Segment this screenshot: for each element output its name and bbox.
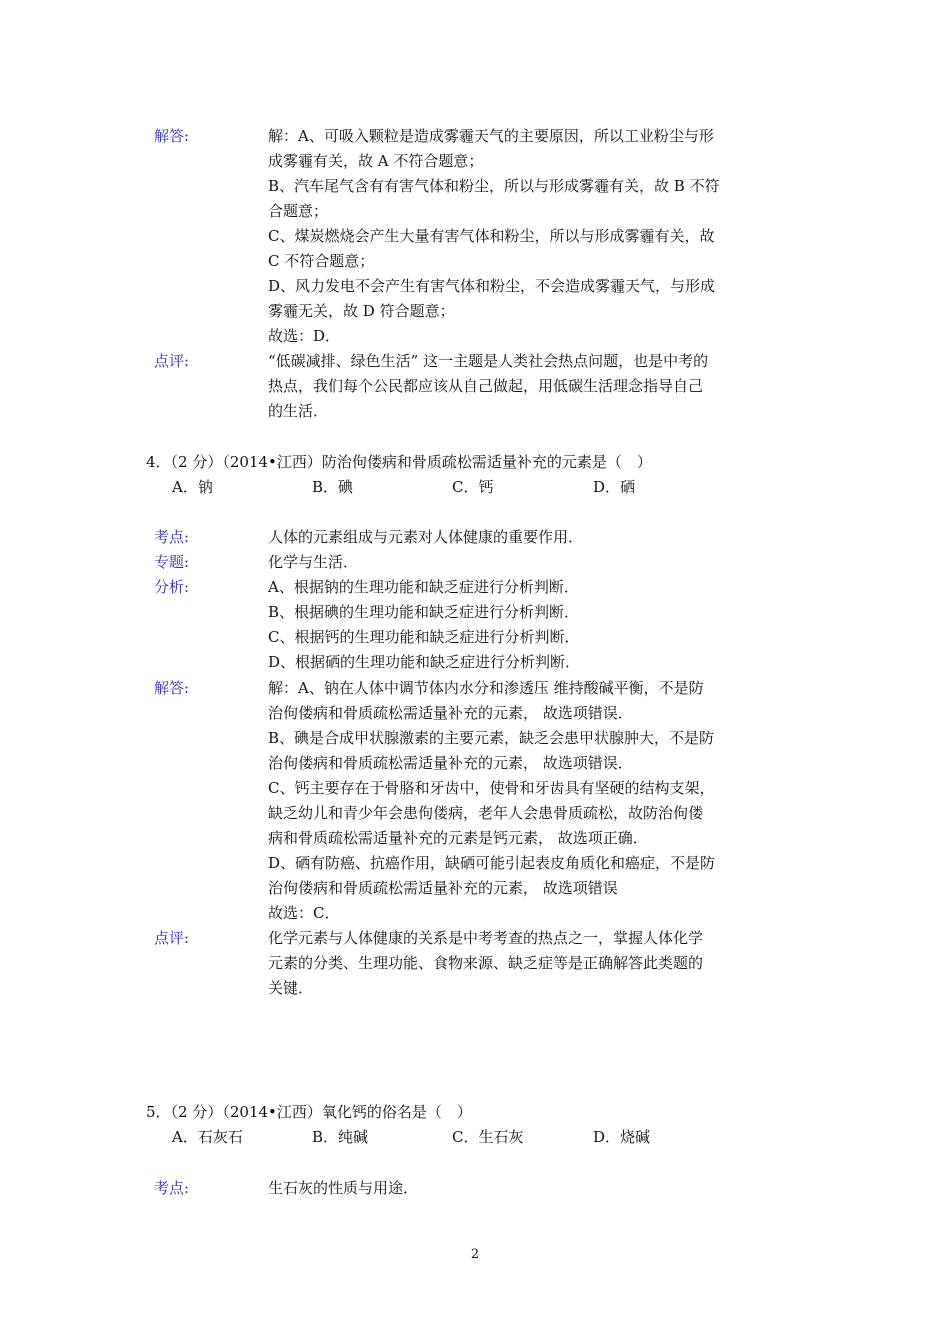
q4-solution-line: C、钙主要存在于骨胳和牙齿中，使骨和牙齿具有坚硬的结构支架， <box>268 779 715 797</box>
q4-solution-line: 故选：C． <box>268 904 340 922</box>
comment-label: 点评: <box>154 929 190 947</box>
q4-option-a: A．钠 <box>172 478 213 496</box>
q4-analysis-line: A、根据钠的生理功能和缺乏症进行分析判断． <box>268 578 579 596</box>
q3-comment-line: 的生活． <box>268 402 329 420</box>
q4-solution-line: D、硒有防癌、抗癌作用，缺硒可能引起表皮角质化和癌症，不是防 <box>268 854 716 872</box>
q4-solution-line: 治佝偻病和骨质疏松需适量补充的元素， 故选项错误． <box>268 704 633 722</box>
q5-option-b: B．纯碱 <box>312 1128 369 1146</box>
q3-solution-line: D、风力发电不会产生有害气体和粉尘，不会造成雾霾天气，与形成 <box>268 277 716 295</box>
point-label: 考点: <box>154 1179 190 1197</box>
q4-comment-line: 关键． <box>268 979 314 997</box>
q5-option-c: C．生石灰 <box>452 1128 524 1146</box>
q4-analysis-line: B、根据碘的生理功能和缺乏症进行分析判断． <box>268 603 580 621</box>
q3-solution-line: B、汽车尾气含有有害气体和粉尘，所以与形成雾霾有关，故 B 不符 <box>268 177 720 195</box>
point-label: 考点: <box>154 528 190 546</box>
q4-analysis-line: C、根据钙的生理功能和缺乏症进行分析判断． <box>268 628 580 646</box>
q3-comment-line: “低碳减排、绿色生活” 这一主题是人类社会热点问题，也是中考的 <box>268 352 709 370</box>
q4-solution-line: B、碘是合成甲状腺激素的主要元素，缺乏会患甲状腺肿大，不是防 <box>268 729 715 747</box>
q3-solution-line: 故选：D． <box>268 327 341 345</box>
q5-stem: 5．（2 分）（2014•江西）氧化钙的俗名是（ ） <box>146 1103 472 1121</box>
solution-label: 解答: <box>154 679 190 697</box>
solution-label: 解答: <box>154 127 190 145</box>
topic-label: 专题: <box>154 553 190 571</box>
comment-label: 点评: <box>154 352 190 370</box>
q3-solution-line: 合题意； <box>268 202 329 220</box>
q3-comment-line: 热点，我们每个公民都应该从自己做起，用低碳生活理念指导自己 <box>268 377 704 395</box>
q3-solution-line: 成雾霾有关，故 A 不符合题意； <box>268 152 484 170</box>
q4-comment-line: 元素的分类、生理功能、食物来源、缺乏症等是正确解答此类题的 <box>268 954 704 972</box>
q4-comment-line: 化学元素与人体健康的关系是中考考查的热点之一，掌握人体化学 <box>268 929 704 947</box>
q4-option-d: D．硒 <box>593 478 636 496</box>
analysis-label: 分析: <box>154 578 190 596</box>
q4-option-c: C．钙 <box>452 478 494 496</box>
q3-solution-line: 解：A、可吸入颗粒是造成雾霾天气的主要原因，所以工业粉尘与形 <box>268 127 714 145</box>
q5-point: 生石灰的性质与用途． <box>268 1179 419 1197</box>
q3-solution-line: 雾霾无关，故 D 符合题意； <box>268 302 455 320</box>
q4-topic: 化学与生活． <box>268 553 359 571</box>
q3-solution-line: C 不符合题意； <box>268 252 375 270</box>
q4-solution-line: 病和骨质疏松需适量补充的元素是钙元素， 故选项正确． <box>268 829 648 847</box>
page-number: 2 <box>470 1247 480 1262</box>
q5-option-a: A．石灰石 <box>172 1128 243 1146</box>
q5-option-d: D．烧碱 <box>593 1128 651 1146</box>
q3-solution-line: C、煤炭燃烧会产生大量有害气体和粉尘，所以与形成雾霾有关，故 <box>268 227 715 245</box>
q4-solution-line: 缺乏幼儿和青少年会患佝偻病，老年人会患骨质疏松，故防治佝偻 <box>268 804 704 822</box>
q4-solution-line: 治佝偻病和骨质疏松需适量补充的元素， 故选项错误 <box>268 879 618 897</box>
q4-stem: 4．（2 分）（2014•江西）防治佝偻病和骨质疏松需适量补充的元素是（ ） <box>146 453 652 471</box>
q4-solution-line: 解：A、钠在人体中调节体内水分和渗透压 维持酸碱平衡，不是防 <box>268 679 704 697</box>
q4-analysis-line: D、根据硒的生理功能和缺乏症进行分析判断． <box>268 653 581 671</box>
q4-point: 人体的元素组成与元素对人体健康的重要作用． <box>268 528 584 546</box>
q4-solution-line: 治佝偻病和骨质疏松需适量补充的元素， 故选项错误． <box>268 754 633 772</box>
q4-option-b: B．碘 <box>312 478 354 496</box>
